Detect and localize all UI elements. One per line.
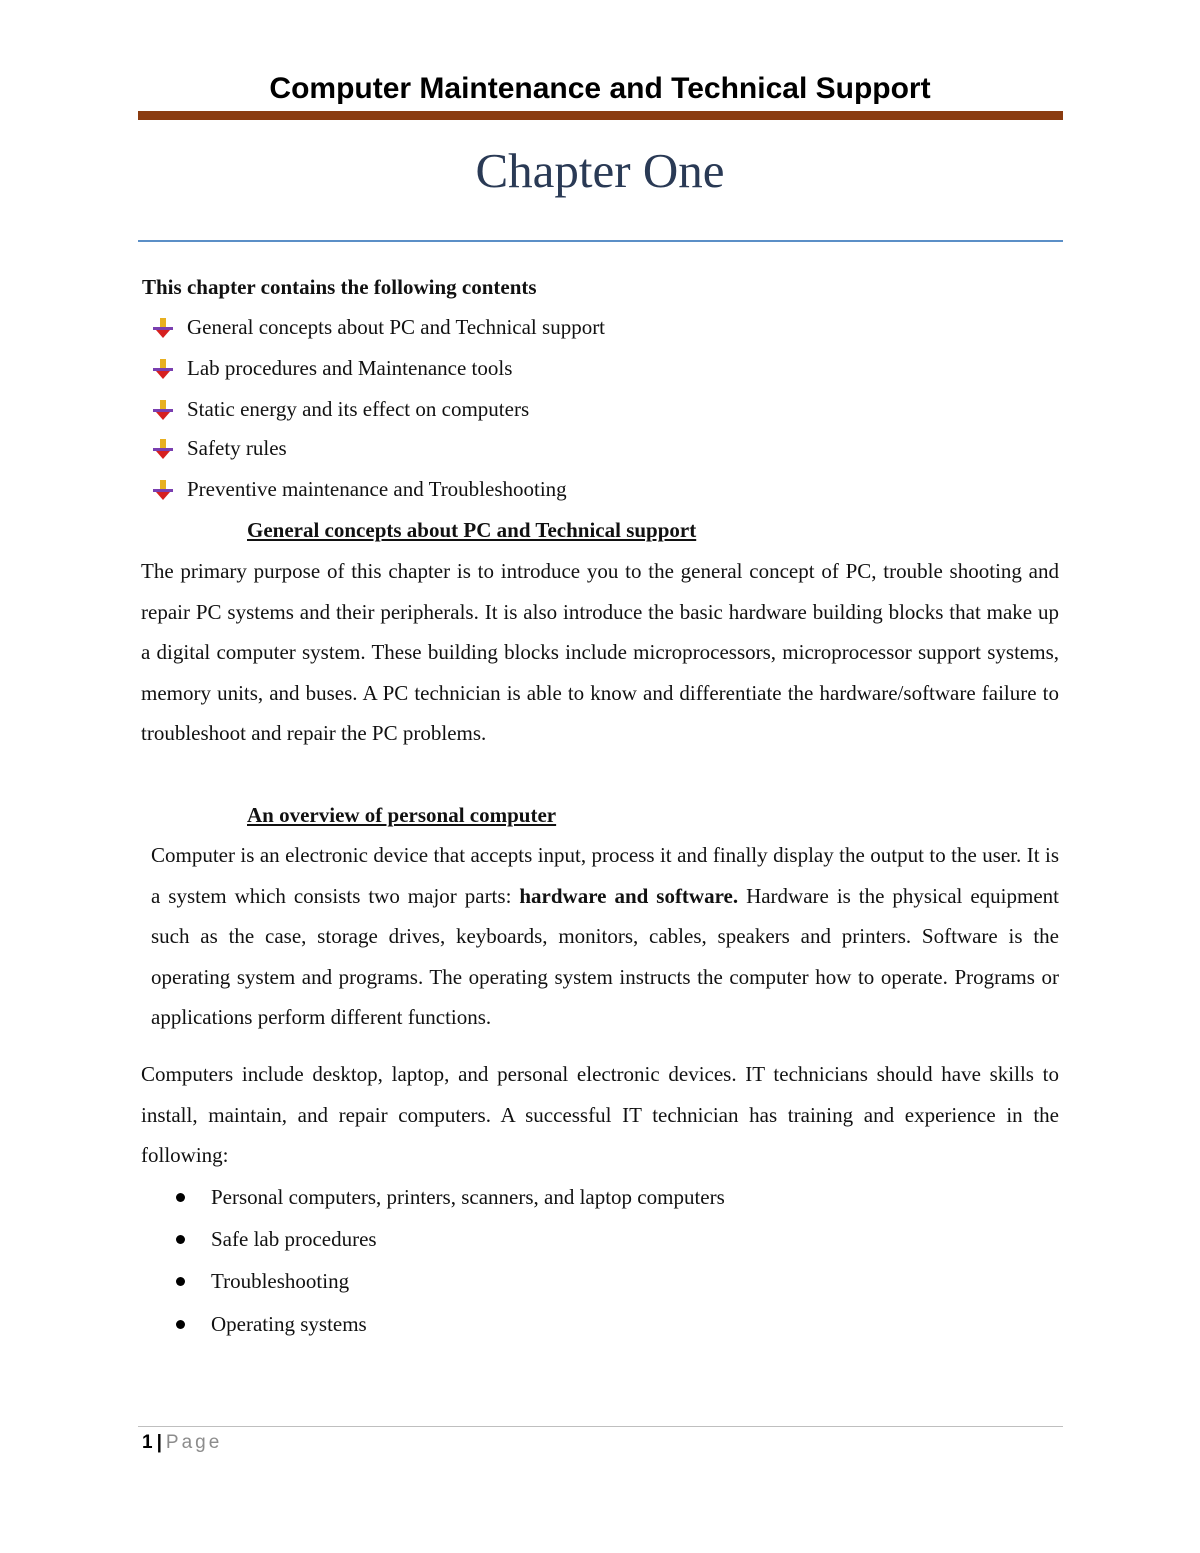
section-paragraph-general-concepts: The primary purpose of this chapter is to introduce you to the general concept of PC, trouble shooting and repair PC systems and their peripherals. It is also introduce the basic hardware building blocks that make up a digital computer system. These building blocks include microprocessors, microprocessor support systems, memory units, and buses. A PC technician is able to know and differentiate the hardware/software failure to troubleshoot and repair the PC problems. — [141, 559, 1059, 746]
contents-list-item — [152, 477, 567, 502]
section-paragraph-technicians: Computers include desktop, laptop, and personal electronic devices. IT technicians should have skills to install, maintain, and repair computers. A successful IT technician has training and experience in the following: — [141, 1062, 1059, 1168]
overview-text-bold: hardware and software. — [519, 883, 739, 908]
section-heading-overview: An overview of personal computer — [247, 803, 557, 827]
contents-list-item — [152, 315, 605, 340]
overview-text-end: Hardware is the physical equipment such as the case, storage drives, keyboards, monitors, cables, speakers and printers. Software is the operating system and programs. The operating system instructs the computer how to operate. Programs or applications perform different functions. — [151, 883, 1059, 1030]
bullet-dot-icon — [176, 1235, 185, 1244]
down-arrow-bullet-icon — [152, 479, 174, 501]
page-footer — [142, 1432, 222, 1454]
skills-list-item — [176, 1227, 377, 1252]
skills-item-label: Operating systems — [211, 1312, 367, 1336]
footer-separator: | — [156, 1432, 162, 1453]
skills-item-label: Troubleshooting — [211, 1269, 350, 1293]
skills-list-item — [176, 1185, 725, 1210]
bullet-dot-icon — [176, 1193, 185, 1202]
contents-list-item — [152, 436, 287, 461]
down-arrow-bullet-icon — [152, 358, 174, 380]
document-header-title: Computer Maintenance and Technical Support — [269, 72, 931, 105]
skills-item-label: Personal computers, printers, scanners, and laptop computers — [211, 1185, 725, 1209]
down-arrow-bullet-icon — [152, 399, 174, 421]
contents-item-label: Lab procedures and Maintenance tools — [187, 356, 513, 380]
section-heading-general-concepts: General concepts about PC and Technical support — [247, 518, 697, 542]
skills-list-item — [176, 1269, 349, 1294]
contents-list-item — [152, 356, 512, 381]
footer-rule — [138, 1426, 1063, 1427]
contents-item-label: Preventive maintenance and Troubleshooting — [187, 477, 567, 501]
contents-item-label: General concepts about PC and Technical support — [187, 315, 606, 339]
page-number: 1 — [142, 1432, 153, 1453]
bullet-dot-icon — [176, 1320, 185, 1329]
contents-intro: This chapter contains the following contents — [142, 275, 537, 299]
down-arrow-bullet-icon — [152, 317, 174, 339]
contents-item-label: Safety rules — [187, 436, 287, 460]
down-arrow-bullet-icon — [152, 438, 174, 460]
overview-text-start: Computer is an electronic device that accepts input, process it and finally display the output to the user. It is a system which consists two major parts: — [151, 843, 1059, 908]
header-rule — [138, 111, 1063, 120]
bullet-dot-icon — [176, 1277, 185, 1286]
contents-item-label: Static energy and its effect on computers — [187, 397, 530, 421]
skills-item-label: Safe lab procedures — [211, 1227, 377, 1251]
skills-list-item — [176, 1312, 367, 1337]
section-paragraph-overview — [151, 835, 1059, 1038]
contents-list-item — [152, 397, 529, 422]
chapter-title: Chapter One — [475, 143, 725, 198]
chapter-rule — [138, 240, 1063, 242]
page-label: Page — [165, 1432, 223, 1453]
